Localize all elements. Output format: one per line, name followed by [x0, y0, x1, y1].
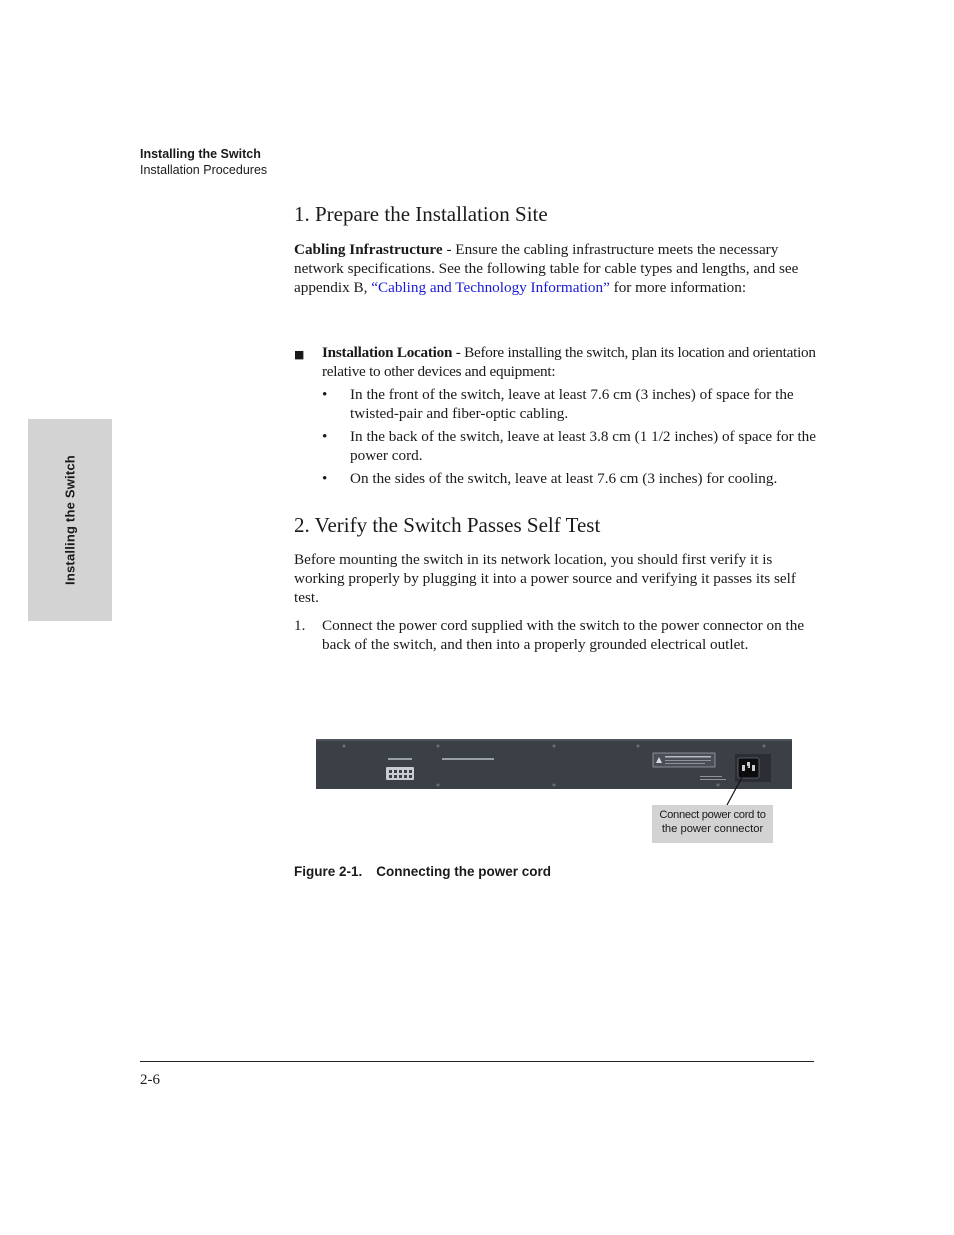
side-tab-label: Installing the Switch: [62, 455, 78, 585]
heading-prepare-site: 1. Prepare the Installation Site: [294, 202, 548, 226]
location-text: - Before installing the switch, plan its location and orientation relative to other devices and equipment:: [322, 344, 816, 380]
figure-callout: [652, 805, 773, 843]
footer-divider: [140, 1061, 814, 1062]
switch-back-panel-figure: [316, 739, 792, 789]
chapter-side-tab: [28, 419, 112, 621]
heading-verify-self-test: 2. Verify the Switch Passes Self Test: [294, 513, 601, 537]
verify-intro-paragraph: Before mounting the switch in its network location, you should first verify it is working properly by plugging it into a power source and verifying it passes its self test.: [294, 551, 796, 606]
bullet-text-front: In the front of the switch, leave at least 7.6 cm (3 inches) of space for the twisted-pair and fiber-optic cabling.: [350, 386, 794, 422]
running-header-section: Installation Procedures: [140, 163, 268, 177]
list-item: [322, 427, 818, 465]
cabling-tail: for more information:: [609, 279, 747, 296]
dot-bullet-icon: •: [322, 386, 328, 403]
dot-bullet-icon: •: [322, 428, 328, 445]
bullet-text-back: In the back of the switch, leave at least 3.8 cm (1 1/2 inches) of space for the power cord.: [350, 428, 816, 464]
callout-line-1: Connect power cord to: [659, 809, 766, 821]
cabling-paragraph: [294, 240, 816, 297]
figure-caption: [294, 864, 551, 879]
square-bullet-icon: ■: [294, 348, 305, 361]
switch-back-panel-illustration: [316, 741, 792, 789]
dot-bullet-icon: •: [322, 470, 328, 487]
list-item: [322, 469, 818, 488]
figure-title: Connecting the power cord: [376, 864, 552, 879]
cabling-appendix-link[interactable]: “Cabling and Technology Information”: [371, 279, 610, 296]
step-text: Connect the power cord supplied with the switch to the power connector on the back of the switch, and then into a properly grounded electrical outlet.: [322, 617, 805, 653]
figure-number: Figure 2-1.: [294, 864, 363, 879]
step-1: [294, 616, 816, 654]
callout-line-2: the power connector: [661, 823, 764, 835]
step-number: 1.: [294, 617, 306, 634]
cabling-text: - Ensure the cabling infrastructure meets the necessary network specifications. See the following table for cable types and lengths, and see appendix B,: [294, 241, 799, 296]
page-number: 2-6: [140, 1072, 160, 1088]
running-header-chapter: Installing the Switch: [140, 147, 261, 161]
bullet-text-sides: On the sides of the switch, leave at least 7.6 cm (3 inches) for cooling.: [350, 470, 778, 487]
location-bullet: [294, 343, 818, 487]
list-item: [322, 385, 818, 423]
location-term: Installation Location: [322, 344, 453, 361]
cabling-term: Cabling Infrastructure: [294, 241, 443, 258]
